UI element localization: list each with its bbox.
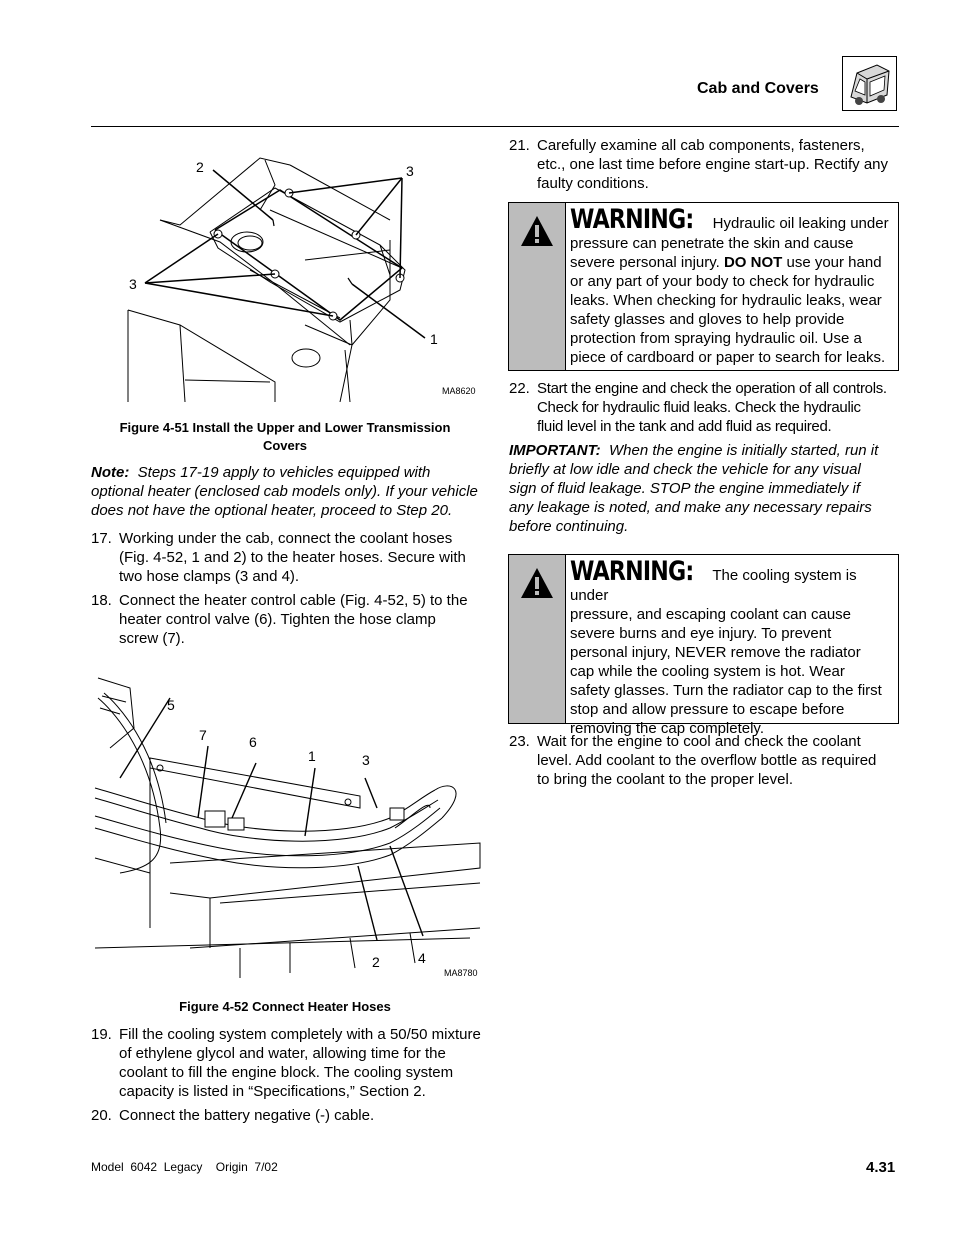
cab-icon	[842, 56, 897, 111]
figure-4-51-caption: Figure 4-51 Install the Upper and Lower Transmission Covers	[119, 420, 451, 453]
figure-code: MA8780	[444, 968, 478, 978]
step-17: 17. Working under the cab, connect the coolant hoses (Fig. 4-52, 1 and 2) to the heater hoses. Secure with two hose clamps (3 and 4).	[91, 530, 466, 585]
note-paragraph: Note: Steps 17-19 apply to vehicles equipped with optional heater (enclosed cab models only). If your vehicle does not have the optional heater, proceed to Step 20.	[91, 464, 478, 519]
callout-1: 1	[308, 748, 316, 764]
step-22: 22. Start the engine and check the operation of all controls. Check for hydraulic fluid leaks. Check the hydraulic fluid level in the tank and add fluid as required.	[509, 380, 887, 435]
figure-4-52-caption: Figure 4-52 Connect Heater Hoses	[179, 999, 391, 1014]
callout-1: 1	[430, 331, 438, 347]
step-20: 20. Connect the battery negative (-) cable.	[91, 1107, 375, 1124]
warning-triangle-icon	[520, 215, 554, 247]
callout-3: 3	[362, 752, 370, 768]
step-18: 18. Connect the heater control cable (Fig. 4-52, 5) to the heater control valve (6). Tighten the hose clamp screw (7).	[91, 592, 468, 647]
cooling-system-warning-box: WARNING: The cooling system is under pressure, and escaping coolant can cause severe burns and eye injury. To prevent personal injury, NEVER remove the radiator cap while the cooling system is hot. Wear safety glasses. Turn the radiator cap to the first stop and allow pressure to escape before removing the cap completely.	[508, 554, 899, 724]
callout-6: 6	[249, 734, 257, 750]
callout-7: 7	[199, 727, 207, 743]
callout-2: 2	[196, 159, 204, 175]
callout-3-left: 3	[129, 276, 137, 292]
callout-3-upper: 3	[406, 163, 414, 179]
step-23: 23. Wait for the engine to cool and check the coolant level. Add coolant to the overflow bottle as required to bring the coolant to the proper level.	[509, 733, 877, 788]
hydraulic-oil-warning-box: WARNING: Hydraulic oil leaking under pressure can penetrate the skin and cause severe personal injury. DO NOT use your hand or any part of your body to check for hydraulic leaks. When checking for hydraulic leaks, wear safety glasses and gloves to help provide protection from spraying hydraulic oil. Use a piece of cardboard or paper to search for leaks.	[508, 202, 899, 371]
step-19: 19. Fill the cooling system completely with a 50/50 mixture of ethylene glycol and water, allowing time for the coolant to fill the engine block. The cooling system capacity is listed in “Specifications,” Section 2.	[91, 1026, 481, 1100]
warning-triangle-icon	[520, 567, 554, 599]
callout-5: 5	[167, 697, 175, 713]
figure-4-51-illustration	[90, 150, 490, 402]
step-21: 21. Carefully examine all cab components, fasteners, etc., one last time before engine start-up. Rectify any faulty conditions.	[509, 137, 889, 192]
footer-model-info: Model 6042 Legacy Origin 7/02	[91, 1160, 278, 1174]
page-number: 4.31	[866, 1159, 896, 1176]
figure-code: MA8620	[442, 386, 476, 396]
header-rule	[91, 126, 899, 127]
warning-heading: WARNING:	[570, 204, 694, 235]
callout-4: 4	[418, 950, 426, 966]
figure-4-52-illustration	[90, 668, 490, 980]
section-title: Cab and Covers	[697, 80, 819, 97]
callout-2: 2	[372, 954, 380, 970]
warning-heading: WARNING:	[570, 556, 694, 587]
important-paragraph: IMPORTANT: When the engine is initially started, run it briefly at low idle and check the vehicle for any visual sign of fluid leakage. STOP the engine immediately if any leakage is noted, and make any necessary repairs before continuing.	[509, 442, 879, 535]
